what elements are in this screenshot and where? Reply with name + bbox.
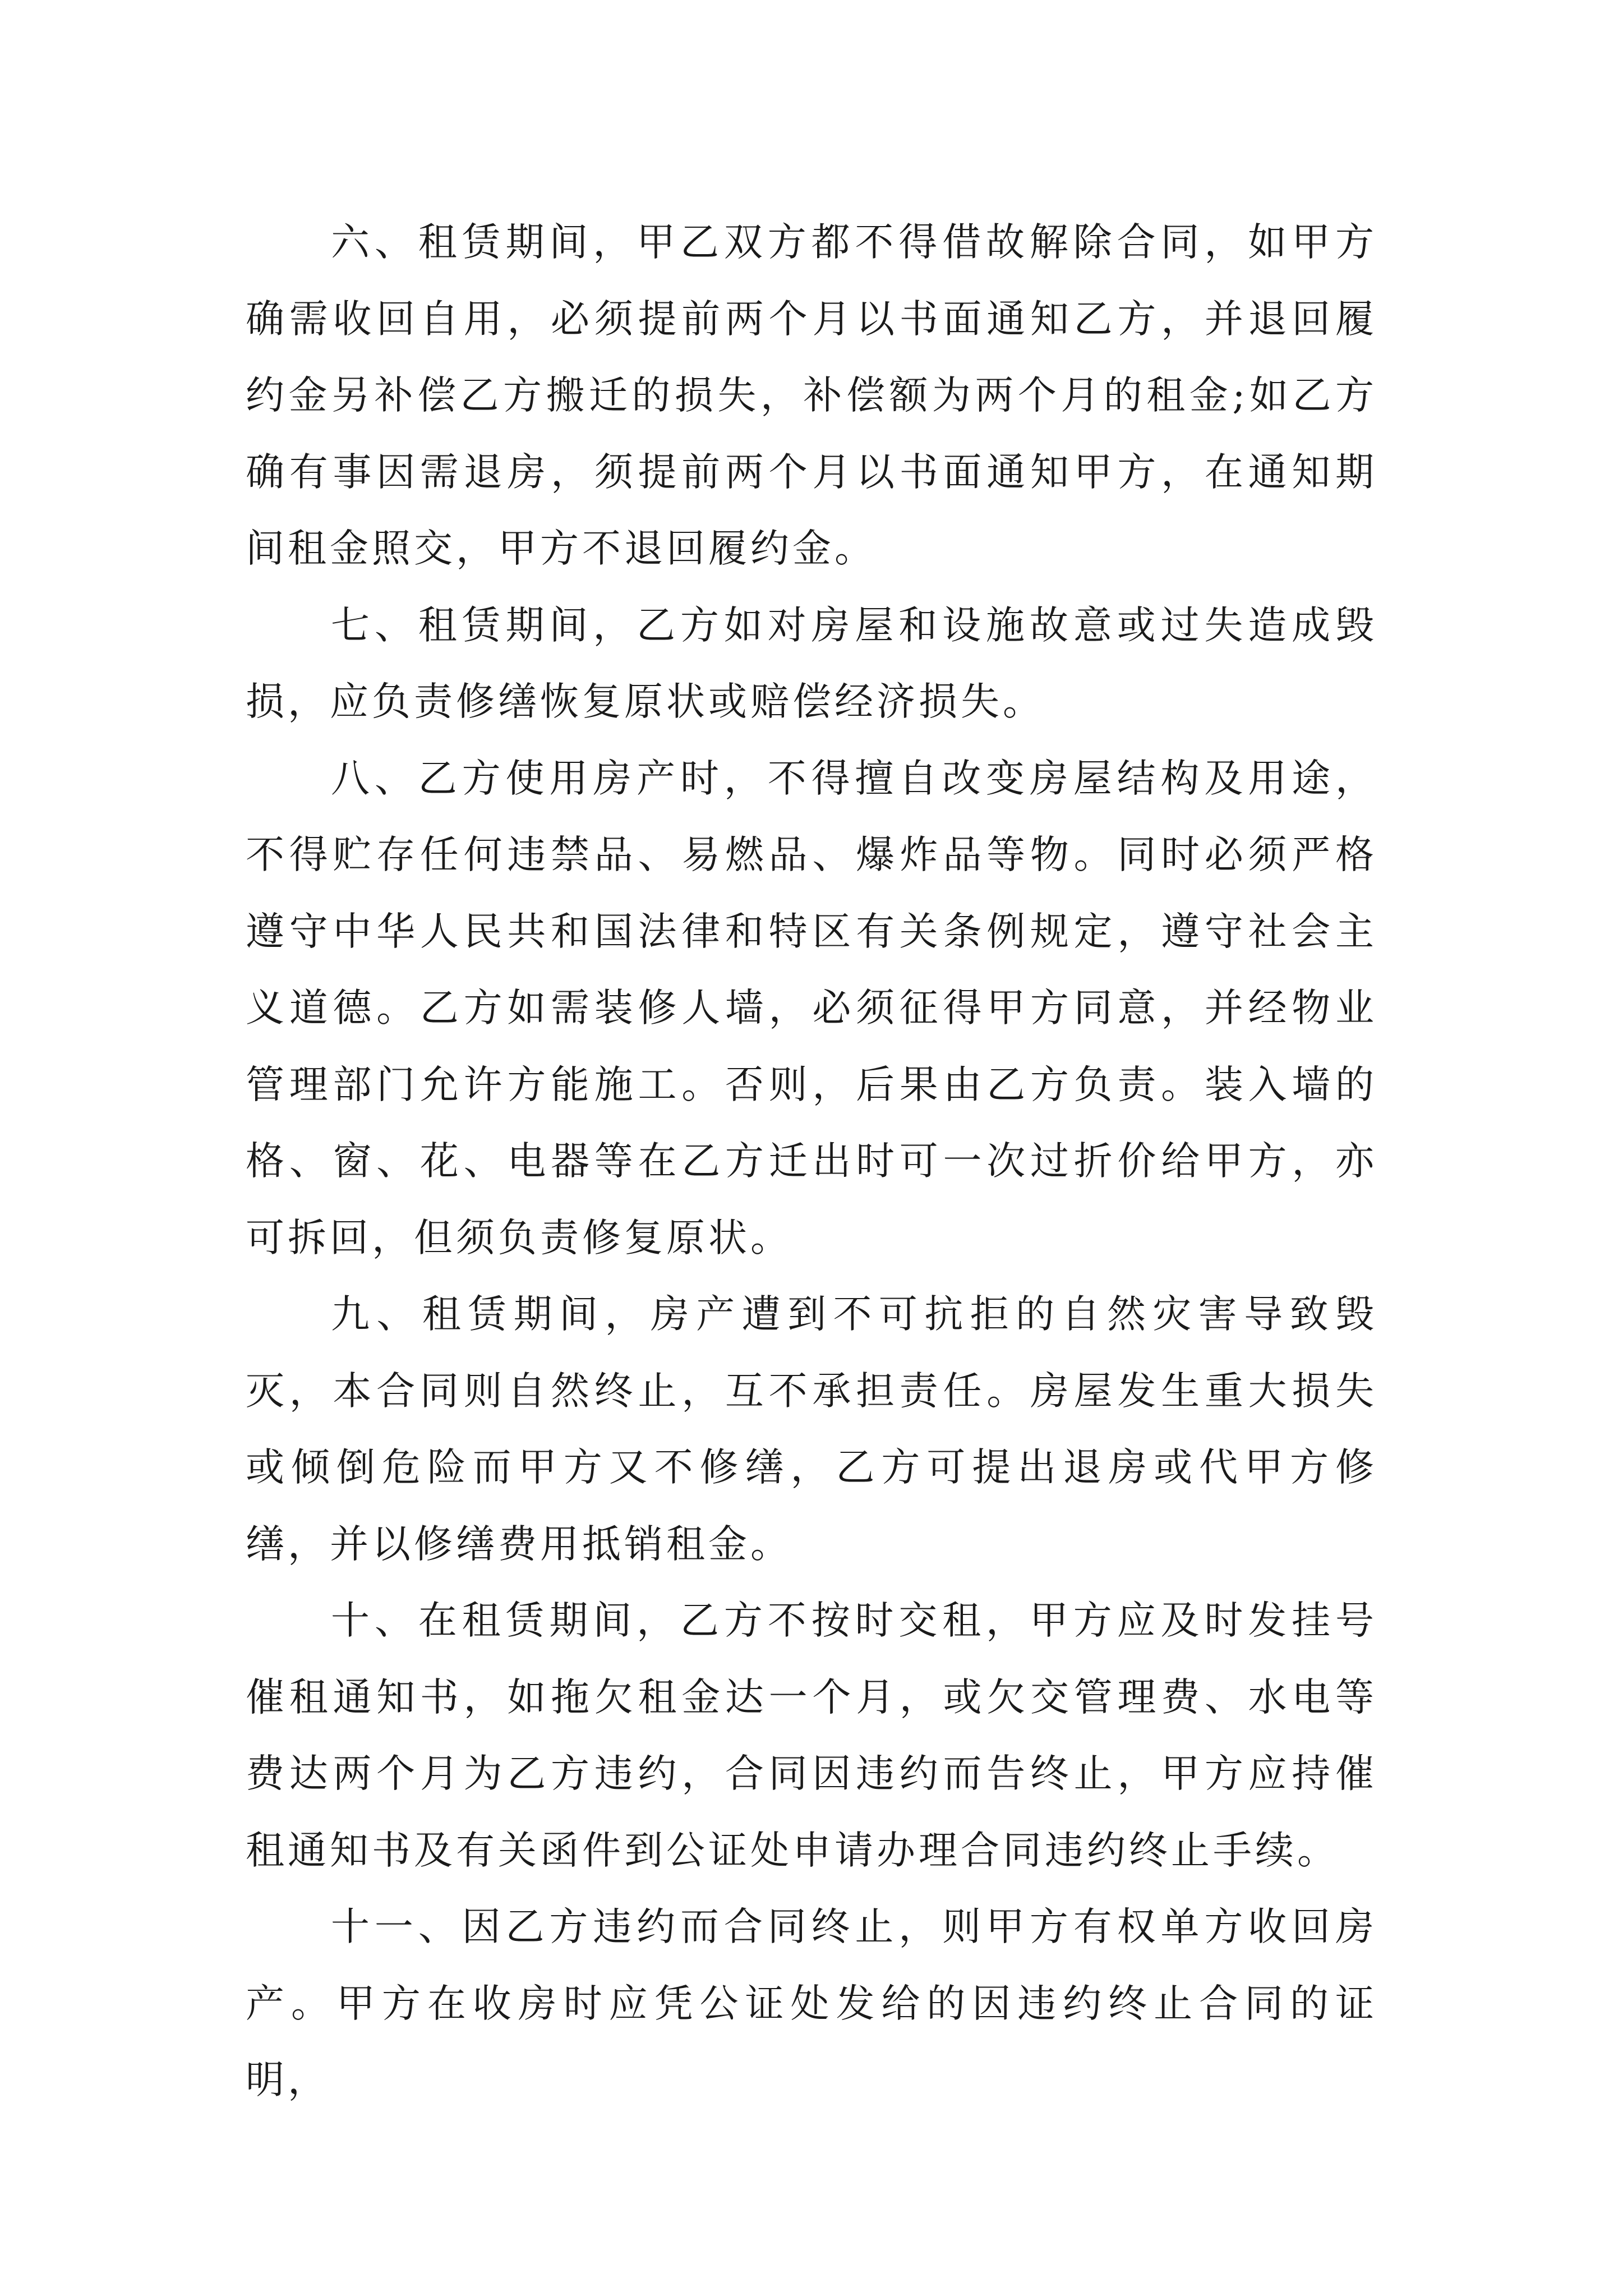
clause-7-paragraph: 七、租赁期间，乙方如对房屋和设施故意或过失造成毁损，应负责修缮恢复原状或赔偿经济损失。: [246, 602, 1377, 724]
contract-body: [246, 204, 1377, 2119]
clause-9-paragraph: 九、租赁期间，房产遭到不可抗拒的自然灾害导致毁灭，本合同则自然终止，互不承担责任。房屋发生重大损失或倾倒危险而甲方又不修缮，乙方可提出退房或代甲方修缮，并以修缮费用抵销租金。: [246, 1292, 1377, 1567]
clause-11-paragraph: 十一、因乙方违约而合同终止，则甲方有权单方收回房产。甲方在收房时应凭公证处发给的因违约终止合同的证明，: [246, 1904, 1377, 2102]
clause-6-paragraph: 六、租赁期间，甲乙双方都不得借故解除合同，如甲方确需收回自用，必须提前两个月以书面通知乙方，并退回履约金另补偿乙方搬迁的损失，补偿额为两个月的租金;如乙方确有事因需退房，须提前两个月以书面通知甲方，在通知期间租金照交，甲方不退回履约金。: [246, 220, 1377, 571]
clause-10-paragraph: 十、在租赁期间，乙方不按时交租，甲方应及时发挂号催租通知书，如拖欠租金达一个月，或欠交管理费、水电等费达两个月为乙方违约，合同因违约而告终止，甲方应持催租通知书及有关函件到公证处申请办理合同违约终止手续。: [246, 1598, 1377, 1873]
clause-8-paragraph: 八、乙方使用房产时，不得擅自改变房屋结构及用途，不得贮存任何违禁品、易燃品、爆炸品等物。同时必须严格遵守中华人民共和国法律和特区有关条例规定，遵守社会主义道德。乙方如需装修人墙，必须征得甲方同意，并经物业管理部门允许方能施工。否则，后果由乙方负责。装入墙的格、窗、花、电器等在乙方迁出时可一次过折价给甲方，亦可拆回，但须负责修复原状。: [246, 756, 1377, 1260]
